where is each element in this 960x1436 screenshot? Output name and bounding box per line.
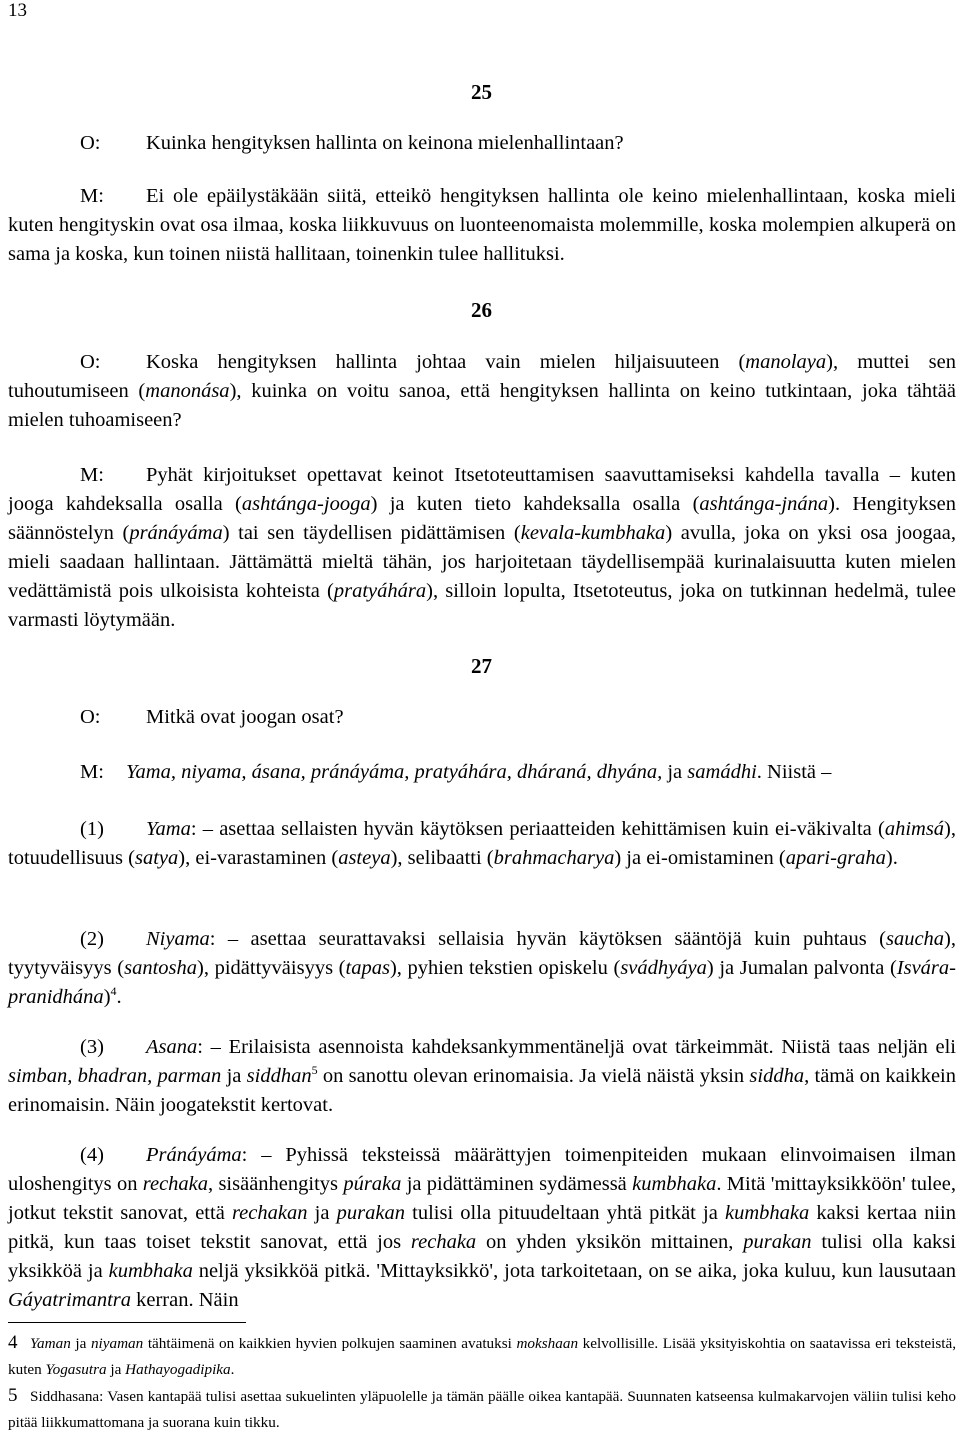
- item-number: (3): [80, 1036, 104, 1058]
- term: tapas: [345, 957, 390, 979]
- item-text: : – asettaa sellaisten hyvän käytöksen periaatteiden kehittämisen kuin ei-väkivalta (: [190, 818, 885, 840]
- term: púraka: [343, 1173, 402, 1195]
- term: kevala-kumbhaka: [520, 522, 666, 544]
- term: rechaka: [142, 1173, 209, 1195]
- answer-text: Pyhät kirjoitukset opettavat keinot Itsetoteuttamisen saavuttamiseksi kahdella tavalla – kuten jooga kahdeksalla osalla (: [8, 464, 956, 515]
- item-name: Pránáyáma: [146, 1144, 242, 1166]
- item-text: on sanottu olevan erinomaisia. Ja vielä näistä yksin: [317, 1065, 750, 1087]
- footnote-ref-4: 4: [110, 984, 117, 999]
- item-text: neljä yksikköä pitkä. 'Mittayksikkö', jota tarkoitetaan, on se aika, joka kuluu, kun lausutaan: [192, 1260, 956, 1282]
- term: manolaya: [745, 351, 827, 373]
- term: ashtánga-jnána: [699, 493, 829, 515]
- footnote-text: .: [230, 1361, 235, 1378]
- term: rechaka: [410, 1231, 477, 1253]
- term: kumbhaka: [632, 1173, 717, 1195]
- question-label: O:: [80, 351, 101, 373]
- term: niyaman: [90, 1335, 144, 1352]
- term: Gáyatrimantra: [8, 1289, 131, 1311]
- section-number-25: 25: [471, 80, 492, 104]
- footnote-number: 4: [8, 1332, 18, 1353]
- item-asana: [8, 1033, 956, 1120]
- answer-26: [8, 461, 956, 635]
- item-text: tulisi olla pituudeltaan yhtä pitkät ja: [404, 1202, 725, 1224]
- answer-text: Ei ole epäilystäkään siitä, etteikö hengityksen hallinta ole keino mielenhallintaan, koska mieli kuten hengityskin ovat osa ilmaa, koska liikkuvuus on luonteenomaista molemmille, koska molempien alkuperä on sama ja koska, kun toinen niistä hallitaan, toinenkin tulee hallituksi.: [8, 185, 956, 265]
- term: purakan: [743, 1231, 812, 1253]
- answer-label: M:: [80, 185, 104, 207]
- answer-text: ) ja kuten tieto kahdeksalla osalla (: [370, 493, 700, 515]
- item-text: ja: [307, 1202, 337, 1224]
- question-25: [80, 132, 624, 155]
- footnote-text: tähtäimenä on kaikkien hyvien polkujen saaminen avatuksi: [143, 1335, 517, 1352]
- term: samádhi: [687, 761, 757, 783]
- item-text: ) ja ei-omistaminen (: [614, 847, 786, 869]
- answer-label: M:: [80, 464, 104, 486]
- footnote-text: ja: [70, 1335, 91, 1352]
- question-26: [8, 348, 956, 435]
- item-name: Niyama: [146, 928, 210, 950]
- item-text: kaksi kertaa niin pitkä, kun taas toiset tekstit sanovat, että jos: [8, 1202, 957, 1253]
- term: purakan: [336, 1202, 405, 1224]
- term: Yama, niyama, ásana, pránáyáma, pratyáhára, dháraná, dhyána,: [126, 761, 663, 783]
- answer-text: ), silloin lopulta, Itsetoteutus, joka on tutkinnan hedelmä, tulee varmasti löytymään.: [8, 580, 956, 631]
- item-text: ja: [221, 1065, 247, 1087]
- item-text: , sisäänhengitys: [208, 1173, 344, 1195]
- term: pránáyáma: [129, 522, 223, 544]
- item-text: kerran. Näin: [131, 1289, 239, 1311]
- term: siddha: [749, 1065, 805, 1087]
- term: Yogasutra: [45, 1361, 107, 1378]
- term: santosha: [124, 957, 198, 979]
- question-text: ), kuinka on voitu sanoa, että hengityksen hallinta on keino tutkintaan, joka tähtää mielen tuhoamiseen?: [8, 380, 956, 431]
- term: svádhyáya: [620, 957, 707, 979]
- term: ashtánga-jooga: [241, 493, 371, 515]
- term: Hathayogadipika: [125, 1361, 231, 1378]
- footnote-text: kelvollisille. Lisää yksityiskohtia on saatavissa eri teksteistä, kuten: [8, 1335, 956, 1378]
- term: brahmacharya: [493, 847, 615, 869]
- question-text: Koska hengityksen hallinta johtaa vain mielen hiljaisuuteen (: [146, 351, 746, 373]
- item-text: : – Pyhissä teksteissä määrättyjen toimenpiteiden mukaan elinvoimaisen ilman uloshengitys on: [8, 1144, 956, 1195]
- item-number: (1): [80, 818, 104, 840]
- item-text: ): [103, 986, 111, 1008]
- page-number: 13: [8, 0, 27, 21]
- question-27: [80, 706, 344, 729]
- term: satya: [134, 847, 179, 869]
- footnote-number: 5: [8, 1385, 18, 1406]
- item-yama: [8, 815, 956, 873]
- term: pratyáhára: [333, 580, 427, 602]
- term: manonása: [145, 380, 230, 402]
- answer-text: ) avulla, joka on yksi osa joogaa, mieli saadaan hallintaan. Jättämättä mieltä tähän, jos harjoitetaan täydellisempää kurinalaisuutta kuten mielen vedättämistä pois ulkoisista kohteista (: [8, 522, 956, 602]
- term: rechakan: [231, 1202, 308, 1224]
- term: asteya: [338, 847, 391, 869]
- item-number: (4): [80, 1144, 104, 1166]
- item-text: ), totuudellisuus (: [8, 818, 956, 869]
- answer-label: M:: [80, 761, 104, 783]
- answer-text: ). Hengityksen säännöstelyn (: [8, 493, 957, 544]
- footnote-text: Siddhasana: Vasen kantapää tulisi asettaa sukuelinten yläpuolelle ja tämän päälle oikea kantapää. Suunnaten katseensa kulmakarvojen väliin tulisi keho pitää liikkumattomana ja suorana kuin tikku.: [8, 1388, 956, 1431]
- question-text: ), muttei sen tuhoutumiseen (: [8, 351, 956, 402]
- item-text: ja pidättäminen sydämessä: [401, 1173, 633, 1195]
- item-name: Yama: [146, 818, 191, 840]
- item-text: . Mitä 'mittayksikköön' tulee, jotkut tekstit sanovat, että: [8, 1173, 957, 1224]
- footnote-text: ja: [106, 1361, 126, 1378]
- answer-text: ) tai sen täydellisen pidättämisen (: [222, 522, 521, 544]
- item-text: tulisi olla kaksi yksikköä ja: [8, 1231, 956, 1282]
- item-text: ) ja Jumalan palvonta (: [706, 957, 897, 979]
- answer-25: [8, 182, 956, 269]
- footnote-ref-5: 5: [311, 1063, 318, 1078]
- item-text: ).: [885, 847, 898, 869]
- term: ahimsá: [884, 818, 945, 840]
- item-text: ), tyytyväisyys (: [8, 928, 956, 979]
- term: kumbhaka: [108, 1260, 193, 1282]
- term: siddhan: [246, 1065, 312, 1087]
- item-text: .: [116, 986, 122, 1008]
- term: Yaman: [30, 1335, 71, 1352]
- answer-text: . Niistä –: [756, 761, 832, 783]
- term: Isvára-pranidhána: [8, 957, 956, 1008]
- item-pranayama: [8, 1141, 956, 1315]
- answer-27: [80, 761, 831, 784]
- answer-text: ja: [662, 761, 688, 783]
- question-label: O:: [80, 706, 101, 728]
- term: kumbhaka: [725, 1202, 810, 1224]
- term: saucha: [885, 928, 945, 950]
- item-text: : – asettaa seurattavaksi sellaisia hyvän käytöksen sääntöjä kuin puhtaus (: [209, 928, 886, 950]
- term: simban, bhadran, parman: [8, 1065, 222, 1087]
- item-niyama: [8, 925, 956, 1012]
- footnote-separator: [8, 1322, 246, 1323]
- term: mokshaan: [516, 1335, 579, 1352]
- item-number: (2): [80, 928, 104, 950]
- footnote-4: [8, 1330, 956, 1383]
- item-name: Asana: [146, 1036, 198, 1058]
- section-number-26: 26: [471, 298, 492, 322]
- item-text: ), pidättyväisyys (: [197, 957, 346, 979]
- item-text: : – Erilaisista asennoista kahdeksankymmentäneljä ovat tärkeimmät. Niistä taas neljän eli: [197, 1036, 956, 1058]
- item-text: on yhden yksikön mittainen,: [476, 1231, 744, 1253]
- question-label: O:: [80, 132, 101, 154]
- question-text: Mitkä ovat joogan osat?: [146, 706, 344, 728]
- footnote-5: [8, 1383, 956, 1436]
- term: apari-graha: [785, 847, 886, 869]
- item-text: ), selibaatti (: [390, 847, 494, 869]
- item-text: ), pyhien tekstien opiskelu (: [389, 957, 621, 979]
- section-number-27: 27: [471, 654, 492, 678]
- item-text: , tämä on kaikkein erinomaisin. Näin joogatekstit kertovat.: [8, 1065, 957, 1116]
- item-text: ), ei-varastaminen (: [178, 847, 339, 869]
- question-text: Kuinka hengityksen hallinta on keinona mielenhallintaan?: [146, 132, 624, 154]
